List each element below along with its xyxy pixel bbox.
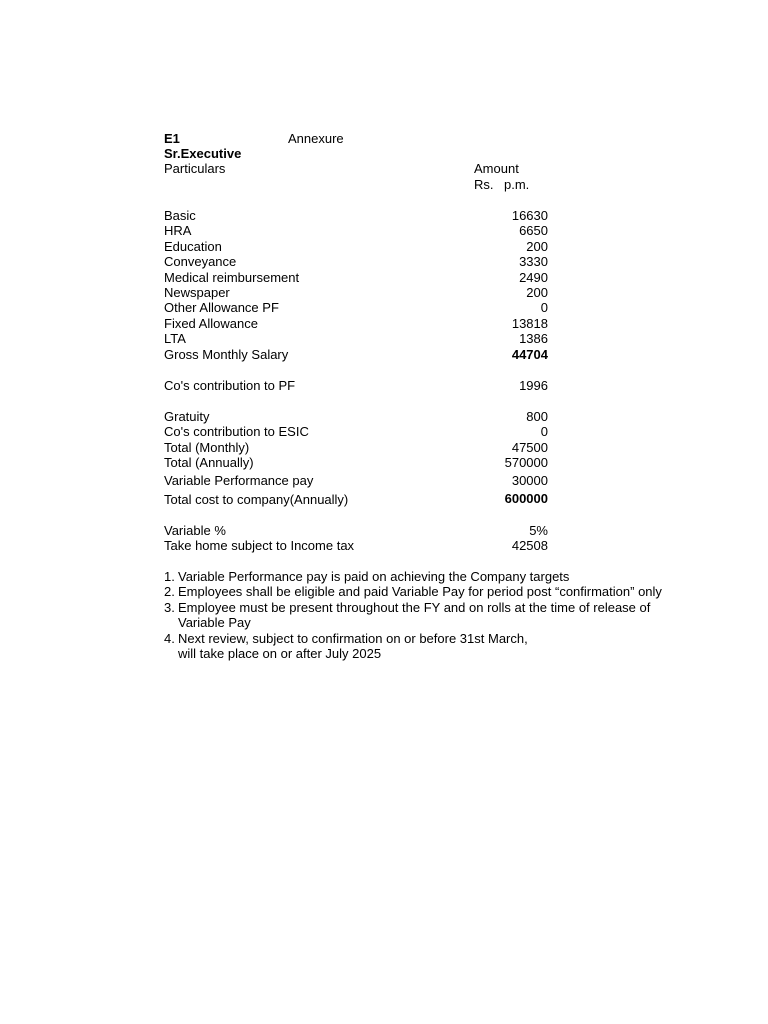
notes-list bbox=[164, 569, 684, 661]
row-label: Total cost to company(Annually) bbox=[164, 491, 349, 507]
amount-header: Amount bbox=[474, 161, 519, 176]
row-label: Take home subject to Income tax bbox=[164, 538, 355, 554]
note-text: Employee must be present throughout the FY and on rolls at the time of release of Variable Pay bbox=[178, 599, 651, 631]
earnings-table bbox=[164, 208, 548, 362]
row-value: 1996 bbox=[519, 378, 548, 393]
row-value: 6650 bbox=[519, 223, 548, 239]
row-value: 30000 bbox=[511, 472, 548, 488]
row-value: 570000 bbox=[504, 455, 548, 471]
table-row bbox=[164, 523, 548, 538]
ctc-value: 600000 bbox=[504, 490, 548, 506]
note-number: 1. bbox=[164, 569, 175, 584]
list-item bbox=[164, 569, 684, 584]
row-label: HRA bbox=[164, 223, 192, 239]
row-value: 3330 bbox=[519, 254, 548, 270]
table-row bbox=[164, 208, 548, 223]
summary-table bbox=[164, 523, 548, 554]
row-value: 200 bbox=[526, 238, 548, 254]
note-text: Next review, subject to confirmation on or before 31st March, will take place on or after July 2025 bbox=[178, 630, 528, 662]
row-value: 13818 bbox=[511, 315, 548, 331]
row-label: Gratuity bbox=[164, 409, 210, 424]
gross-salary-value: 44704 bbox=[511, 346, 548, 362]
list-item bbox=[164, 584, 684, 599]
row-label: Medical reimbursement bbox=[164, 269, 300, 285]
ctc-row bbox=[164, 491, 548, 509]
note-number: 2. bbox=[164, 584, 175, 600]
row-label: Fixed Allowance bbox=[164, 315, 258, 331]
row-label: Co's contribution to PF bbox=[164, 378, 296, 393]
table-row bbox=[164, 300, 548, 315]
row-value: 16630 bbox=[511, 208, 548, 223]
table-row bbox=[164, 455, 548, 470]
table-row bbox=[164, 254, 548, 269]
table-row bbox=[164, 538, 548, 553]
row-value: 800 bbox=[526, 409, 548, 424]
table-row bbox=[164, 239, 548, 254]
row-label: Newspaper bbox=[164, 284, 230, 300]
row-value: 47500 bbox=[511, 439, 548, 455]
note-number: 3. bbox=[164, 599, 175, 615]
row-value: 2490 bbox=[519, 269, 548, 285]
period-header: p.m. bbox=[504, 177, 530, 192]
row-value: 200 bbox=[526, 284, 548, 300]
currency-header: Rs. bbox=[474, 177, 494, 192]
row-label: Variable % bbox=[164, 523, 226, 538]
table-row bbox=[164, 270, 548, 285]
row-label: Co's contribution to ESIC bbox=[164, 424, 309, 440]
row-label: Total (Monthly) bbox=[164, 439, 250, 455]
row-value: 1386 bbox=[519, 331, 548, 347]
table-row bbox=[164, 331, 548, 346]
table-row bbox=[164, 471, 548, 491]
row-label: Other Allowance PF bbox=[164, 300, 279, 316]
page-title: Annexure bbox=[288, 131, 344, 146]
row-label: Basic bbox=[164, 208, 196, 223]
list-item bbox=[164, 631, 684, 662]
table-row bbox=[164, 409, 548, 424]
row-value: 42508 bbox=[511, 538, 548, 554]
note-text: Variable Performance pay is paid on achieving the Company targets bbox=[178, 569, 570, 584]
list-item bbox=[164, 600, 684, 631]
totals-table bbox=[164, 409, 548, 509]
row-label: Total (Annually) bbox=[164, 455, 254, 471]
designation: Sr.Executive bbox=[164, 146, 242, 161]
row-label: LTA bbox=[164, 331, 186, 347]
note-text: Employees shall be eligible and paid Variable Pay for period post “confirmation” only bbox=[178, 584, 662, 600]
row-label: Conveyance bbox=[164, 254, 237, 270]
gross-salary-row bbox=[164, 347, 548, 362]
row-label: Gross Monthly Salary bbox=[164, 346, 289, 362]
table-row bbox=[164, 440, 548, 455]
note-number: 4. bbox=[164, 630, 175, 646]
table-row bbox=[164, 285, 548, 300]
row-value: 0 bbox=[540, 424, 548, 440]
row-value: 5% bbox=[529, 523, 548, 538]
row-label: Education bbox=[164, 238, 222, 254]
table-row bbox=[164, 424, 548, 439]
table-row bbox=[164, 223, 548, 238]
particulars-header: Particulars bbox=[164, 161, 226, 176]
table-row bbox=[164, 316, 548, 331]
row-label: Variable Performance pay bbox=[164, 472, 314, 488]
grade-code: E1 bbox=[164, 131, 180, 146]
row-value: 0 bbox=[540, 300, 548, 316]
table-row bbox=[164, 378, 548, 393]
pf-table bbox=[164, 378, 548, 393]
